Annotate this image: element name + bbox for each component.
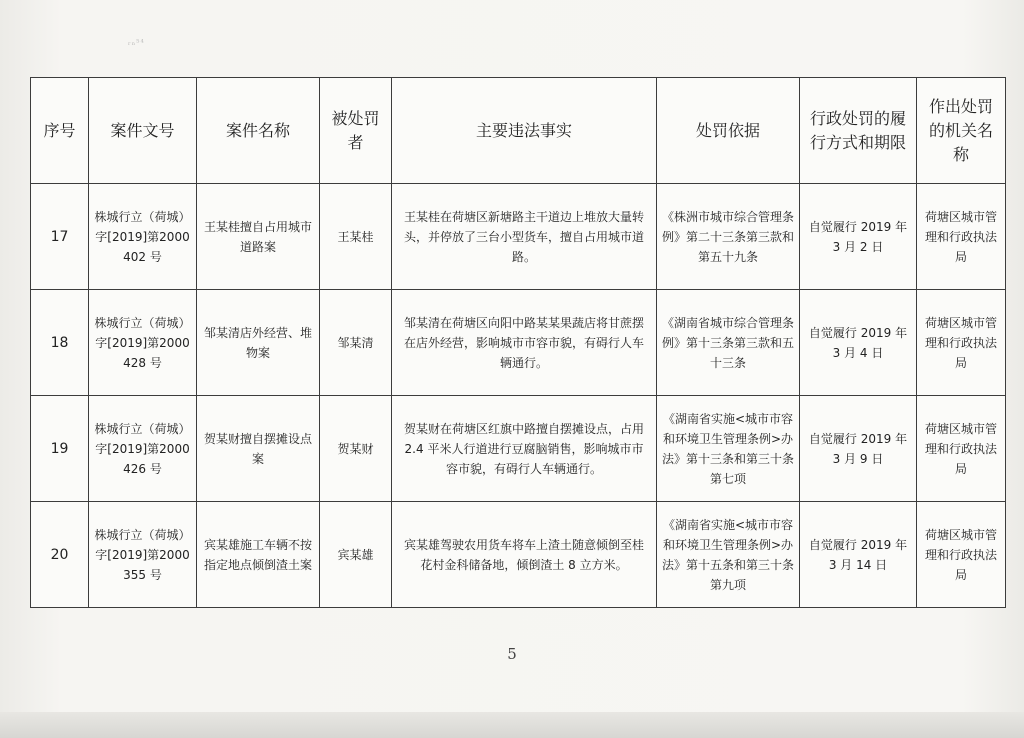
cell-party: 王某桂 (320, 184, 392, 290)
cell-seq: 20 (31, 502, 89, 608)
cell-execution: 自觉履行 2019 年 3 月 4 日 (800, 290, 917, 396)
table-header-row (31, 78, 1006, 184)
header-party: 被处罚者 (320, 78, 392, 184)
cell-basis: 《湖南省城市综合管理条例》第十三条第三款和五十三条 (657, 290, 800, 396)
cell-facts: 贺某财在荷塘区红旗中路擅自摆摊设点，占用2.4 平米人行道进行豆腐脑销售，影响城市市容市貌，有碍行人车辆通行。 (392, 396, 657, 502)
cell-facts: 宾某雄驾驶农用货车将车上渣土随意倾倒至桂花村金科储备地，倾倒渣土 8 立方米。 (392, 502, 657, 608)
penalty-table (30, 77, 1006, 608)
header-seq: 序号 (31, 78, 89, 184)
cell-basis: 《湖南省实施<城市市容和环境卫生管理条例>办法》第十三条和第三十条第七项 (657, 396, 800, 502)
cell-case-name: 宾某雄施工车辆不按指定地点倾倒渣土案 (197, 502, 320, 608)
cell-doc-no: 株城行立（荷城）字[2019]第2000355 号 (89, 502, 197, 608)
cell-party: 宾某雄 (320, 502, 392, 608)
cell-seq: 17 (31, 184, 89, 290)
cell-case-name: 王某桂擅自占用城市道路案 (197, 184, 320, 290)
cell-execution: 自觉履行 2019 年 3 月 14 日 (800, 502, 917, 608)
cell-party: 贺某财 (320, 396, 392, 502)
table-row (31, 502, 1006, 608)
table-row (31, 184, 1006, 290)
cell-case-name: 邹某清店外经营、堆物案 (197, 290, 320, 396)
cell-facts: 邹某清在荷塘区向阳中路某某果蔬店将甘蔗摆在店外经营，影响城市市容市貌，有碍行人车辆通行。 (392, 290, 657, 396)
header-doc-no: 案件文号 (89, 78, 197, 184)
scan-bottom-shadow (0, 712, 1024, 738)
cell-basis: 《湖南省实施<城市市容和环境卫生管理条例>办法》第十五条和第三十条第九项 (657, 502, 800, 608)
cell-authority: 荷塘区城市管理和行政执法局 (917, 502, 1006, 608)
scan-mark: ᵣₙ⁵⁴ (128, 38, 145, 47)
header-facts: 主要违法事实 (392, 78, 657, 184)
page-number: 5 (507, 645, 517, 663)
header-execution: 行政处罚的履行方式和期限 (800, 78, 917, 184)
cell-seq: 18 (31, 290, 89, 396)
cell-case-name: 贺某财擅自摆摊设点案 (197, 396, 320, 502)
cell-authority: 荷塘区城市管理和行政执法局 (917, 396, 1006, 502)
cell-party: 邹某清 (320, 290, 392, 396)
header-authority: 作出处罚的机关名称 (917, 78, 1006, 184)
cell-seq: 19 (31, 396, 89, 502)
table-row (31, 290, 1006, 396)
header-basis: 处罚依据 (657, 78, 800, 184)
header-case-name: 案件名称 (197, 78, 320, 184)
cell-authority: 荷塘区城市管理和行政执法局 (917, 184, 1006, 290)
cell-facts: 王某桂在荷塘区新塘路主干道边上堆放大量转头，并停放了三台小型货车，擅自占用城市道路。 (392, 184, 657, 290)
cell-doc-no: 株城行立（荷城）字[2019]第2000428 号 (89, 290, 197, 396)
cell-authority: 荷塘区城市管理和行政执法局 (917, 290, 1006, 396)
table-row (31, 396, 1006, 502)
cell-execution: 自觉履行 2019 年 3 月 9 日 (800, 396, 917, 502)
cell-doc-no: 株城行立（荷城）字[2019]第2000426 号 (89, 396, 197, 502)
cell-basis: 《株洲市城市综合管理条例》第二十三条第三款和第五十九条 (657, 184, 800, 290)
cell-doc-no: 株城行立（荷城）字[2019]第2000402 号 (89, 184, 197, 290)
cell-execution: 自觉履行 2019 年 3 月 2 日 (800, 184, 917, 290)
